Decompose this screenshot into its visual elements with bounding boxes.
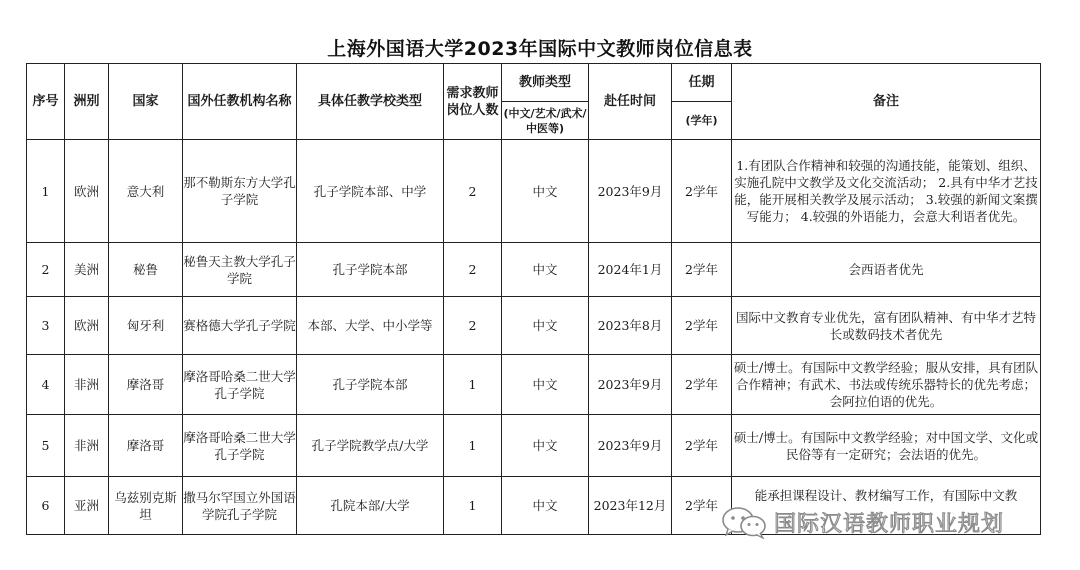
header-start-time: 赴任时间	[589, 64, 672, 140]
header-count: 需求教师岗位人数	[444, 64, 502, 140]
cell-start-time: 2023年8月	[589, 297, 672, 355]
cell-institution: 秘鲁天主教大学孔子学院	[183, 243, 297, 297]
table-row	[27, 140, 1041, 243]
cell-count: 1	[444, 355, 502, 415]
cell-start-time: 2024年1月	[589, 243, 672, 297]
header-teacher-type-sub: (中文/艺术/武术/中医等)	[502, 102, 589, 140]
cell-remarks: 能承担课程设计、教材编写工作，有国际中文教	[732, 477, 1041, 535]
cell-institution: 摩洛哥哈桑二世大学孔子学院	[183, 355, 297, 415]
cell-school-type: 孔院本部/大学	[297, 477, 444, 535]
positions-table	[26, 63, 1041, 535]
cell-remarks: 会西语者优先	[732, 243, 1041, 297]
cell-country: 意大利	[109, 140, 183, 243]
header-country: 国家	[109, 64, 183, 140]
cell-seq: 5	[27, 415, 65, 477]
cell-count: 1	[444, 477, 502, 535]
cell-start-time: 2023年9月	[589, 355, 672, 415]
cell-remarks: 国际中文教育专业优先，富有团队精神、有中华才艺特长或数码技术者优先	[732, 297, 1041, 355]
cell-school-type: 本部、大学、中小学等	[297, 297, 444, 355]
wechat-icon	[718, 505, 770, 539]
cell-teacher-type: 中文	[502, 243, 589, 297]
cell-country: 匈牙利	[109, 297, 183, 355]
cell-count: 2	[444, 243, 502, 297]
cell-count: 2	[444, 297, 502, 355]
cell-remarks: 硕士/博士。有国际中文教学经验；对中国文学、文化或民俗等有一定研究；会法语的优先。	[732, 415, 1041, 477]
cell-teacher-type: 中文	[502, 140, 589, 243]
cell-seq: 2	[27, 243, 65, 297]
table-row	[27, 297, 1041, 355]
cell-institution: 摩洛哥哈桑二世大学孔子学院	[183, 415, 297, 477]
cell-seq: 4	[27, 355, 65, 415]
cell-term: 2学年	[672, 415, 732, 477]
cell-school-type: 孔子学院教学点/大学	[297, 415, 444, 477]
cell-continent: 欧洲	[65, 140, 109, 243]
cell-institution: 那不勒斯东方大学孔子学院	[183, 140, 297, 243]
table-row	[27, 415, 1041, 477]
cell-school-type: 孔子学院本部	[297, 243, 444, 297]
cell-seq: 6	[27, 477, 65, 535]
cell-institution: 赛格德大学孔子学院	[183, 297, 297, 355]
header-institution: 国外任教机构名称	[183, 64, 297, 140]
header-term-sub: (学年)	[672, 102, 732, 140]
cell-country: 摩洛哥	[109, 415, 183, 477]
watermark-text: 国际汉语教师职业规划	[774, 511, 1005, 537]
cell-continent: 欧洲	[65, 297, 109, 355]
cell-continent: 美洲	[65, 243, 109, 297]
cell-country: 秘鲁	[109, 243, 183, 297]
cell-count: 2	[444, 140, 502, 243]
cell-continent: 亚洲	[65, 477, 109, 535]
cell-remarks: 硕士/博士。有国际中文教学经验；服从安排，具有团队合作精神；有武术、书法或传统乐器特长的优先考虑；会阿拉伯语的优先。	[732, 355, 1041, 415]
cell-start-time: 2023年9月	[589, 140, 672, 243]
header-seq: 序号	[27, 64, 65, 140]
header-term: 任期	[672, 64, 732, 102]
cell-start-time: 2023年12月	[589, 477, 672, 535]
cell-term: 2学年	[672, 243, 732, 297]
cell-teacher-type: 中文	[502, 355, 589, 415]
cell-term: 2学年	[672, 297, 732, 355]
cell-continent: 非洲	[65, 355, 109, 415]
cell-term: 2学年	[672, 355, 732, 415]
header-school-type: 具体任教学校类型	[297, 64, 444, 140]
header-continent: 洲别	[65, 64, 109, 140]
header-teacher-type: 教师类型	[502, 64, 589, 102]
cell-remarks: 1.有团队合作精神和较强的沟通技能，能策划、组织、实施孔院中文教学及文化交流活动； 2.具有中华才艺技能，能开展相关教学及展示活动； 3.较强的新闻文案撰写能力； 4.较强的外语能力，会意大利语者优先。	[732, 140, 1041, 243]
cell-country: 乌兹别克斯坦	[109, 477, 183, 535]
cell-teacher-type: 中文	[502, 297, 589, 355]
cell-teacher-type: 中文	[502, 477, 589, 535]
cell-teacher-type: 中文	[502, 415, 589, 477]
header-remarks: 备注	[732, 64, 1041, 140]
watermark	[718, 502, 1004, 542]
page-title: 上海外国语大学2023年国际中文教师岗位信息表	[327, 38, 753, 60]
cell-term: 2学年	[672, 140, 732, 243]
cell-seq: 1	[27, 140, 65, 243]
cell-institution: 撒马尔罕国立外国语学院孔子学院	[183, 477, 297, 535]
cell-term: 2学年	[672, 477, 732, 535]
cell-count: 1	[444, 415, 502, 477]
cell-country: 摩洛哥	[109, 355, 183, 415]
cell-continent: 非洲	[65, 415, 109, 477]
table-row	[27, 355, 1041, 415]
table-row	[27, 243, 1041, 297]
cell-school-type: 孔子学院本部	[297, 355, 444, 415]
cell-school-type: 孔子学院本部、中学	[297, 140, 444, 243]
cell-start-time: 2023年9月	[589, 415, 672, 477]
cell-seq: 3	[27, 297, 65, 355]
